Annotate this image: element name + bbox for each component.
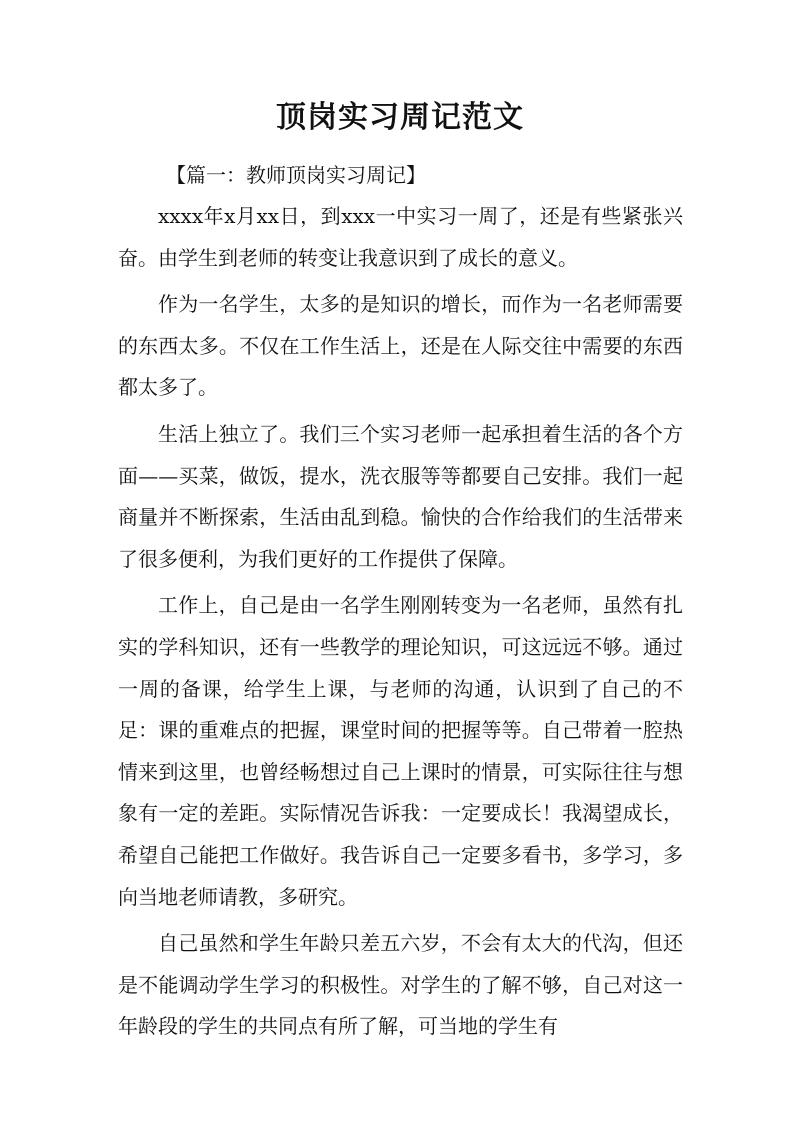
section-heading: 【篇一：教师顶岗实习周记】 [166, 163, 426, 187]
paragraph-1: xxxx年x月xx日，到xxx一中实习一周了，还是有些紧张兴奋。由学生到老师的转变让我意识到了成长的意义。 [118, 204, 683, 270]
document-body [118, 196, 683, 1053]
paragraph-3: 生活上独立了。我们三个实习老师一起承担着生活的各个方面——买菜，做饭，提水，洗衣服等等都要自己安排。我们一起商量并不断探索，生活由乱到稳。愉快的合作给我们的生活带来了很多便利，为我们更好的工作提供了保障。 [118, 421, 683, 571]
document-title: 顶岗实习周记范文 [276, 100, 524, 135]
paragraph-5: 自己虽然和学生年龄只差五六岁，不会有太大的代沟，但还是不能调动学生学习的积极性。对学生的了解不够，自己对这一年龄段的学生的共同点有所了解，可当地的学生有 [118, 931, 683, 1039]
paragraph-4: 工作上，自己是由一名学生刚刚转变为一名老师，虽然有扎实的学科知识，还有一些教学的理论知识，可这远远不够。通过一周的备课，给学生上课，与老师的沟通，认识到了自己的不足：课的重难点的把握，课堂时间的把握等等。自己带着一腔热情来到这里，也曾经畅想过自己上课时的情景，可实际往往与想象有一定的差距。实际情况告诉我：一定要成长！我渴望成长，希望自己能把工作做好。我告诉自己一定要多看书，多学习，多向当地老师请教，多研究。 [118, 593, 683, 909]
paragraph-2: 作为一名学生，太多的是知识的增长，而作为一名老师需要的东西太多。不仅在工作生活上，还是在人际交往中需要的东西都太多了。 [118, 292, 683, 400]
